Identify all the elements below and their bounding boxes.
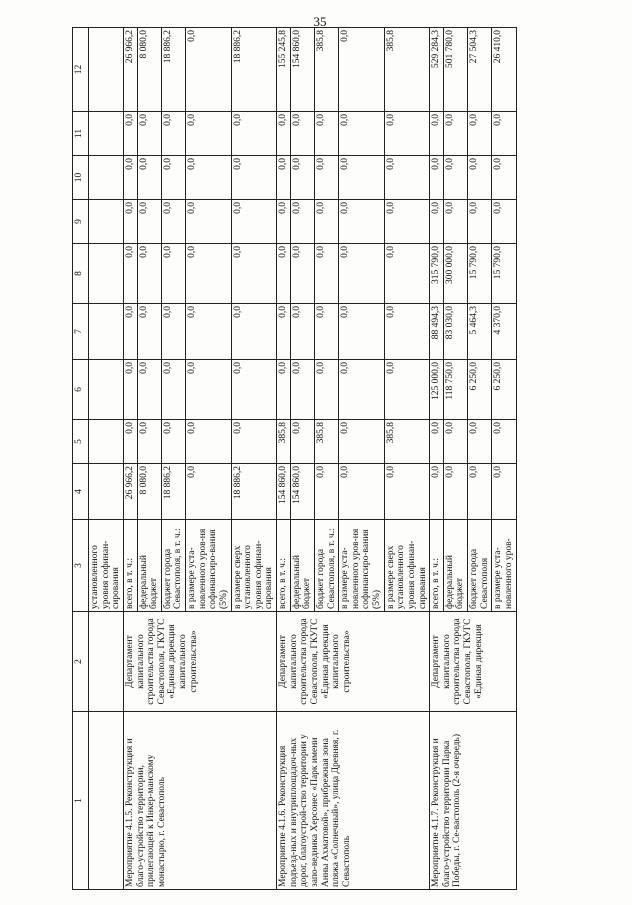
value-cell-c12: 501 780,0 <box>443 28 467 112</box>
value-cell-c11: 0,0 <box>231 112 277 156</box>
value-cell-c9: 0,0 <box>290 200 314 244</box>
funding-source-cell: в размере уста-новленного уров- <box>492 520 516 612</box>
value-cell-c4: 0,0 <box>339 464 385 520</box>
value-cell-c10: 0,0 <box>314 156 338 200</box>
value-cell-c4: 154 860,0 <box>290 464 314 520</box>
value-cell-c8: 0,0 <box>314 244 338 304</box>
value-cell-c4: 18 886,2 <box>231 464 277 520</box>
value-cell-c6: 0,0 <box>231 360 277 420</box>
value-cell-c5: 0,0 <box>468 420 492 464</box>
value-cell-c6: 0,0 <box>277 360 291 420</box>
value-cell-c6: 0,0 <box>314 360 338 420</box>
value-cell-c4: 0,0 <box>492 464 516 520</box>
value-cell-c8: 15 790,0 <box>468 244 492 304</box>
col-header-8: 8 <box>73 244 89 304</box>
funding-source-cell: в размере уста-новленного уров-ня софинансиро-вания (5%) <box>339 520 385 612</box>
value-cell-c7: 0,0 <box>277 304 291 360</box>
value-cell-c7: 5 464,3 <box>468 304 492 360</box>
value-cell-c4: 0,0 <box>186 464 232 520</box>
value-cell-c10: 0,0 <box>468 156 492 200</box>
col-header-10: 10 <box>73 156 89 200</box>
column-header-row <box>73 28 89 890</box>
funding-source-cell: в размере уста-новленного уров-ня софинансиро-вания (5%) <box>186 520 232 612</box>
value-cell-c11: 0,0 <box>430 112 444 156</box>
event-name-cell: Мероприятие 4.1.6. Реконструкция подъезд-ных и внутриплощадоч-ных дорог, благоустрой-ство территории у запо-ведника Херсонес «Парк имени Анны Ахматовой», прибрежная зона пляжа «Солнечный», улица Древняя, г. Севастополь <box>277 712 430 890</box>
value-cell-c7: 0,0 <box>123 304 137 360</box>
table-row <box>277 28 291 890</box>
page-number: 35 <box>313 14 327 29</box>
value-cell-c8: 0,0 <box>290 244 314 304</box>
value-cell-c6: 0,0 <box>290 360 314 420</box>
table-row <box>123 28 137 890</box>
value-cell-c8: 0,0 <box>277 244 291 304</box>
funding-source-cell: федеральный бюджет <box>443 520 467 612</box>
value-cell-c5: 0,0 <box>339 420 385 464</box>
value-cell-c9: 0,0 <box>161 200 185 244</box>
value-cell-c11: 0,0 <box>137 112 161 156</box>
value-cell-c7: 83 030,0 <box>443 304 467 360</box>
value-cell-c12: 18 886,2 <box>161 28 185 112</box>
value-cell-c7: 0,0 <box>339 304 385 360</box>
value-cell-c4: 0,0 <box>430 464 444 520</box>
value-cell-c9: 0,0 <box>430 200 444 244</box>
value-cell-c4: 26 966,2 <box>123 464 137 520</box>
value-cell-c12: 529 284,3 <box>430 28 444 112</box>
carry-over-row <box>89 28 124 890</box>
value-cell-c7: 0,0 <box>314 304 338 360</box>
value-cell-c6: 0,0 <box>137 360 161 420</box>
rotated-table-wrapper <box>72 28 560 890</box>
value-cell-c6: 0,0 <box>161 360 185 420</box>
value-cell-c7: 0,0 <box>290 304 314 360</box>
funding-source-cell: в размере сверх установленного уровня софинан-сирования <box>231 520 277 612</box>
value-cell-c6: 0,0 <box>339 360 385 420</box>
value-cell-c11: 0,0 <box>468 112 492 156</box>
value-cell-c5: 385,8 <box>314 420 338 464</box>
budget-table <box>72 27 517 890</box>
value-cell-c5: 0,0 <box>123 420 137 464</box>
value-cell-c4: 0,0 <box>468 464 492 520</box>
value-cell-c5: 0,0 <box>492 420 516 464</box>
value-cell-c12: 154 860,0 <box>290 28 314 112</box>
event-name-cell: Мероприятие 4.1.7. Реконструкция и благо-устройство территории Парка Победы, г. Се-вастополь (2-я очередь) <box>430 712 516 890</box>
value-cell-c8: 0,0 <box>137 244 161 304</box>
value-cell-c5: 0,0 <box>137 420 161 464</box>
value-cell-c5: 0,0 <box>290 420 314 464</box>
funding-source-cell: всего, в т. ч.: <box>277 520 291 612</box>
value-cell-c10: 0,0 <box>443 156 467 200</box>
value-cell-c9: 0,0 <box>384 200 430 244</box>
value-cell-c7: 0,0 <box>186 304 232 360</box>
value-cell-c10: 0,0 <box>186 156 232 200</box>
value-cell-c10: 0,0 <box>231 156 277 200</box>
executor-cell: Департамент капитального строительства города Севастополя, ГКУГС «Единая дирекция капитального строительства» <box>123 612 276 712</box>
value-cell-c9: 0,0 <box>314 200 338 244</box>
event-name-cell: Мероприятие 4.1.5. Реконструкция и благо-устройство территории, прилегающей к Инкер-манскому монастырю, г. Севастополь <box>123 712 276 890</box>
value-cell-c9: 0,0 <box>492 200 516 244</box>
value-cell-c12: 0,0 <box>186 28 232 112</box>
value-cell-c12: 26 966,2 <box>123 28 137 112</box>
funding-source-cell: бюджет города Севастополя, в т. ч.: <box>161 520 185 612</box>
value-cell-c5: 0,0 <box>430 420 444 464</box>
value-cell-c10: 0,0 <box>277 156 291 200</box>
value-cell-c11: 0,0 <box>123 112 137 156</box>
value-cell-c8: 0,0 <box>186 244 232 304</box>
col-header-11: 11 <box>73 112 89 156</box>
value-cell-c6: 6 250,0 <box>492 360 516 420</box>
col-header-2: 2 <box>73 612 89 712</box>
value-cell-c9: 0,0 <box>137 200 161 244</box>
col-header-6: 6 <box>73 360 89 420</box>
value-cell-c9: 0,0 <box>277 200 291 244</box>
carry-source-text: установленного уровня софинан-сирования <box>89 520 124 612</box>
value-cell-c5: 0,0 <box>443 420 467 464</box>
value-cell-c11: 0,0 <box>339 112 385 156</box>
value-cell-c10: 0,0 <box>384 156 430 200</box>
value-cell-c12: 385,8 <box>384 28 430 112</box>
value-cell-c12: 8 080,0 <box>137 28 161 112</box>
value-cell-c10: 0,0 <box>339 156 385 200</box>
value-cell-c12: 0,0 <box>339 28 385 112</box>
value-cell-c8: 0,0 <box>384 244 430 304</box>
value-cell-c7: 4 370,0 <box>492 304 516 360</box>
value-cell-c12: 27 504,3 <box>468 28 492 112</box>
funding-source-cell: бюджет города Севастополя <box>468 520 492 612</box>
value-cell-c11: 0,0 <box>161 112 185 156</box>
value-cell-c8: 315 790,0 <box>430 244 444 304</box>
col-header-4: 4 <box>73 464 89 520</box>
value-cell-c10: 0,0 <box>492 156 516 200</box>
value-cell-c6: 0,0 <box>384 360 430 420</box>
value-cell-c8: 0,0 <box>123 244 137 304</box>
value-cell-c12: 18 886,2 <box>231 28 277 112</box>
value-cell-c9: 0,0 <box>339 200 385 244</box>
value-cell-c8: 300 000,0 <box>443 244 467 304</box>
funding-source-cell: федеральный бюджет <box>137 520 161 612</box>
value-cell-c9: 0,0 <box>186 200 232 244</box>
value-cell-c7: 0,0 <box>161 304 185 360</box>
value-cell-c11: 0,0 <box>277 112 291 156</box>
value-cell-c4: 18 886,2 <box>161 464 185 520</box>
value-cell-c10: 0,0 <box>137 156 161 200</box>
value-cell-c11: 0,0 <box>443 112 467 156</box>
funding-source-cell: бюджет города Севастополя, в т. ч.: <box>314 520 338 612</box>
value-cell-c8: 0,0 <box>161 244 185 304</box>
funding-source-cell: всего, в т. ч.: <box>430 520 444 612</box>
value-cell-c12: 385,8 <box>314 28 338 112</box>
funding-source-cell: всего, в т. ч.: <box>123 520 137 612</box>
col-header-7: 7 <box>73 304 89 360</box>
value-cell-c6: 125 000,0 <box>430 360 444 420</box>
value-cell-c7: 0,0 <box>384 304 430 360</box>
value-cell-c4: 8 080,0 <box>137 464 161 520</box>
value-cell-c7: 88 494,3 <box>430 304 444 360</box>
value-cell-c8: 0,0 <box>339 244 385 304</box>
value-cell-c11: 0,0 <box>314 112 338 156</box>
value-cell-c12: 155 245,8 <box>277 28 291 112</box>
value-cell-c5: 0,0 <box>231 420 277 464</box>
value-cell-c6: 118 750,0 <box>443 360 467 420</box>
value-cell-c11: 0,0 <box>492 112 516 156</box>
value-cell-c6: 6 250,0 <box>468 360 492 420</box>
value-cell-c5: 385,8 <box>277 420 291 464</box>
funding-source-cell: в размере сверх установленного уровня софинан-сирования <box>384 520 430 612</box>
executor-cell: Департамент капитального строительства города Севастополя, ГКУГС «Единая дирекция капитального строительства» <box>277 612 430 712</box>
value-cell-c4: 0,0 <box>443 464 467 520</box>
value-cell-c9: 0,0 <box>468 200 492 244</box>
funding-source-cell: федеральный бюджет <box>290 520 314 612</box>
value-cell-c5: 385,8 <box>384 420 430 464</box>
col-header-1: 1 <box>73 712 89 890</box>
value-cell-c10: 0,0 <box>290 156 314 200</box>
value-cell-c7: 0,0 <box>231 304 277 360</box>
value-cell-c9: 0,0 <box>231 200 277 244</box>
value-cell-c11: 0,0 <box>186 112 232 156</box>
value-cell-c10: 0,0 <box>430 156 444 200</box>
value-cell-c9: 0,0 <box>443 200 467 244</box>
table-row <box>430 28 444 890</box>
table-body <box>89 28 517 890</box>
value-cell-c5: 0,0 <box>186 420 232 464</box>
value-cell-c4: 154 860,0 <box>277 464 291 520</box>
value-cell-c12: 26 410,0 <box>492 28 516 112</box>
value-cell-c8: 15 790,0 <box>492 244 516 304</box>
value-cell-c10: 0,0 <box>123 156 137 200</box>
value-cell-c9: 0,0 <box>123 200 137 244</box>
col-header-3: 3 <box>73 520 89 612</box>
value-cell-c8: 0,0 <box>231 244 277 304</box>
executor-cell: Департамент капитального строительства города Севастополя, ГКУГС «Единая дирекция <box>430 612 516 712</box>
value-cell-c11: 0,0 <box>384 112 430 156</box>
value-cell-c7: 0,0 <box>137 304 161 360</box>
col-header-9: 9 <box>73 200 89 244</box>
value-cell-c4: 0,0 <box>314 464 338 520</box>
col-header-5: 5 <box>73 420 89 464</box>
value-cell-c11: 0,0 <box>290 112 314 156</box>
value-cell-c4: 0,0 <box>384 464 430 520</box>
value-cell-c6: 0,0 <box>123 360 137 420</box>
value-cell-c6: 0,0 <box>186 360 232 420</box>
value-cell-c5: 0,0 <box>161 420 185 464</box>
col-header-12: 12 <box>73 28 89 112</box>
value-cell-c10: 0,0 <box>161 156 185 200</box>
